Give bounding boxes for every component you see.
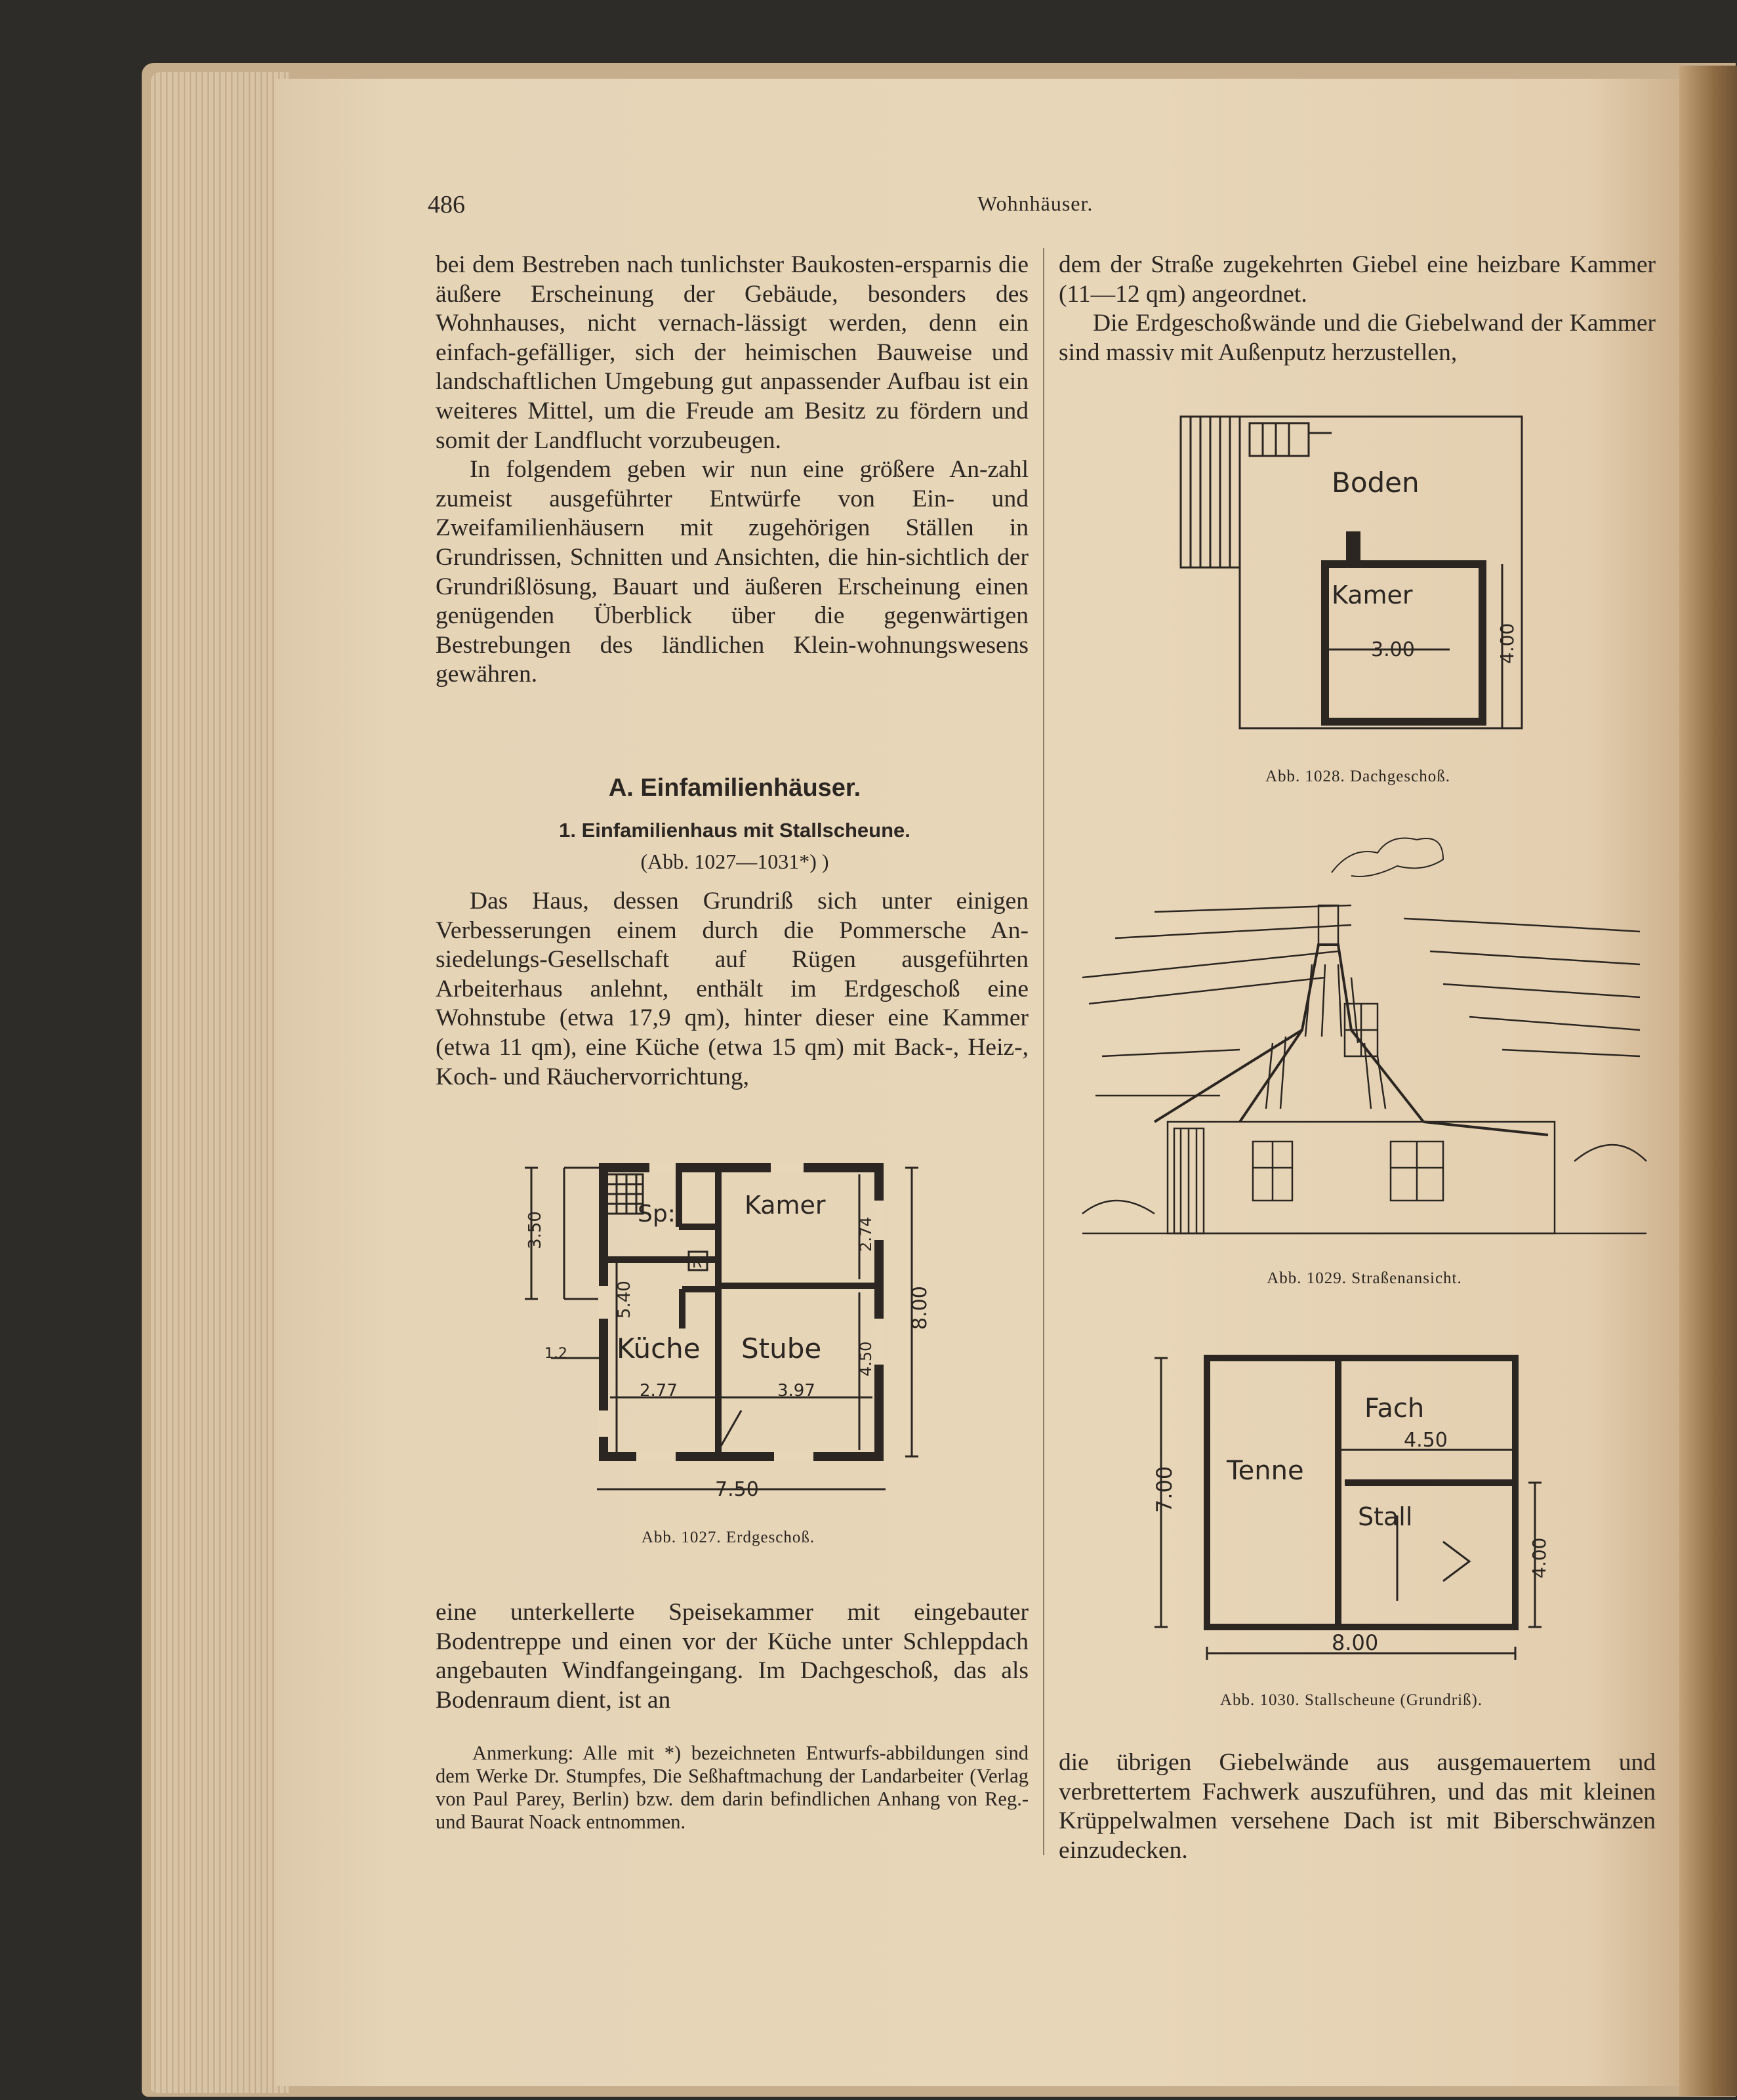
right-column-intro [1059, 251, 1656, 367]
right-paragraph-3: die übrigen Giebelwände aus ausgemauertem und verbrettertem Fachwerk auszuführen, und das mit kleinen Krüppelwalmen versehene Dach ist mit Biberschwänzen einzudecken. [1059, 1749, 1656, 1864]
label-boden: Boden [1332, 466, 1420, 499]
label-kammer: Kamer [745, 1191, 826, 1220]
label-kueche: Küche [617, 1332, 701, 1365]
dim-277: 2.77 [640, 1381, 678, 1401]
label-stall: Stall [1358, 1502, 1413, 1531]
left-paragraph-2: In folgendem geben wir nun eine größere An-zahl zumeist ausgeführter Entwürfe von Ein- und Zweifamilienhäusern mit zugehörigen Ställen in Grundrissen, Schnitten und Ansichten, die hin-sichtlich der Grundrißlösung, Bauart und äußeren Erscheinung einen genügenden Überblick über die gegenwärtigen Bestrebungen des ländlichen Klein-wohnungswesens gewähren. [436, 456, 1029, 688]
right-paragraph-2: Die Erdgeschoßwände und die Giebelwand der Kammer sind massiv mit Außenputz herzustellen, [1059, 310, 1656, 366]
caption-1027: Abb. 1027. Erdgeschoß. [641, 1529, 815, 1546]
running-title: Wohnhäuser. [977, 192, 1093, 215]
right-paragraph-1: dem der Straße zugekehrten Giebel eine heizbare Kammer (11—12 qm) angeordnet. [1059, 251, 1656, 308]
dim-750: 7.50 [715, 1478, 759, 1501]
dim-350: 3.50 [525, 1211, 545, 1249]
page-stack [151, 72, 289, 2093]
dim-274: 2.74 [857, 1216, 875, 1252]
attic-floor-plan [1174, 407, 1542, 735]
dim-800-barn: 8.00 [1332, 1630, 1379, 1655]
left-paragraph-3: Das Haus, dessen Grundriß sich unter einigen Verbesserungen einem durch die Pommersche An-siedelungs-Gesellschaft auf Rügen ausgeführten Arbeiterhaus anlehnt, enthält im Erdgeschoß eine Wohnstube (etwa 17,9 qm), hinter dieser eine Kammer (etwa 11 qm), eine Küche (etwa 15 qm) mit Back-, Heiz-, Koch- und Räuchervorrichtung, [436, 888, 1029, 1090]
footnote [436, 1742, 1029, 1834]
left-paragraph-1: bei dem Bestreben nach tunlichster Baukosten-ersparnis die äußere Erscheinung der Gebäude, besonders des Wohnhauses, nicht vernach-lässigt werden, denn ein einfach-gefälliger, sich der heimischen Bauweise und landschaftlichen Umgebung gut anpassender Aufbau ist ein weiteres Mittel, um die Freude am Besitz zu fördern und somit der Landflucht vorzubeugen. [436, 251, 1029, 454]
ground-floor-plan [518, 1148, 938, 1502]
right-column-continued [1059, 1748, 1656, 1865]
column-rule [1043, 248, 1044, 1855]
dim-800: 8.00 [909, 1286, 931, 1330]
figure-reference: (Abb. 1027—1031*) ) [640, 850, 829, 873]
caption-1030: Abb. 1030. Stallscheune (Grundriß). [1219, 1691, 1483, 1709]
page-number: 486 [428, 191, 465, 218]
section-heading: A. Einfamilienhäuser. [608, 774, 861, 802]
dim-450-barn: 4.50 [1404, 1429, 1448, 1452]
caption-1029: Abb. 1029. Straßenansicht. [1267, 1269, 1462, 1287]
street-view-drawing [1076, 820, 1653, 1240]
dim-400-barn: 4.00 [1528, 1537, 1550, 1578]
dim-300: 3.00 [1371, 638, 1415, 661]
caption-1028: Abb. 1028. Dachgeschoß. [1265, 768, 1450, 785]
subsection-heading: 1. Einfamilienhaus mit Stallscheune. [559, 819, 910, 842]
left-column-intro [436, 251, 1029, 690]
label-tenne: Tenne [1227, 1456, 1304, 1486]
book-gutter [1679, 66, 1737, 2096]
dim-400-attic: 4.00 [1496, 623, 1518, 664]
label-rauch: R [692, 1255, 703, 1271]
left-paragraph-4: eine unterkellerte Speisekammer mit eingebauter Bodentreppe und einen vor der Küche unter Schleppdach angebauten Windfangeingang. Im Dachgeschoß, das als Bodenraum dient, ist an [436, 1599, 1029, 1714]
dim-700: 7.00 [1152, 1466, 1177, 1513]
label-fach: Fach [1364, 1393, 1425, 1424]
dim-12: 1.2 [544, 1346, 567, 1362]
left-column-description [436, 887, 1029, 1092]
dim-397: 3.97 [777, 1381, 815, 1401]
label-stube: Stube [741, 1332, 822, 1365]
footnote-text: Anmerkung: Alle mit *) bezeichneten Entwurfs-abbildungen sind dem Werke Dr. Stumpfes, Die Seßhaftmachung der Landarbeiter (Verlag von Paul Parey, Berlin) bzw. dem darin befindlichen Anhang von Reg.- und Baurat Noack entnommen. [436, 1742, 1029, 1833]
label-kammer-attic: Kamer [1332, 581, 1413, 609]
label-speisekammer: Sp: [638, 1201, 676, 1227]
barn-outer-wall [1207, 1358, 1515, 1627]
left-column-continued [436, 1598, 1029, 1715]
dim-450: 4.50 [857, 1341, 875, 1376]
dim-540: 5.40 [615, 1281, 634, 1319]
stable-barn-plan [1141, 1345, 1561, 1673]
